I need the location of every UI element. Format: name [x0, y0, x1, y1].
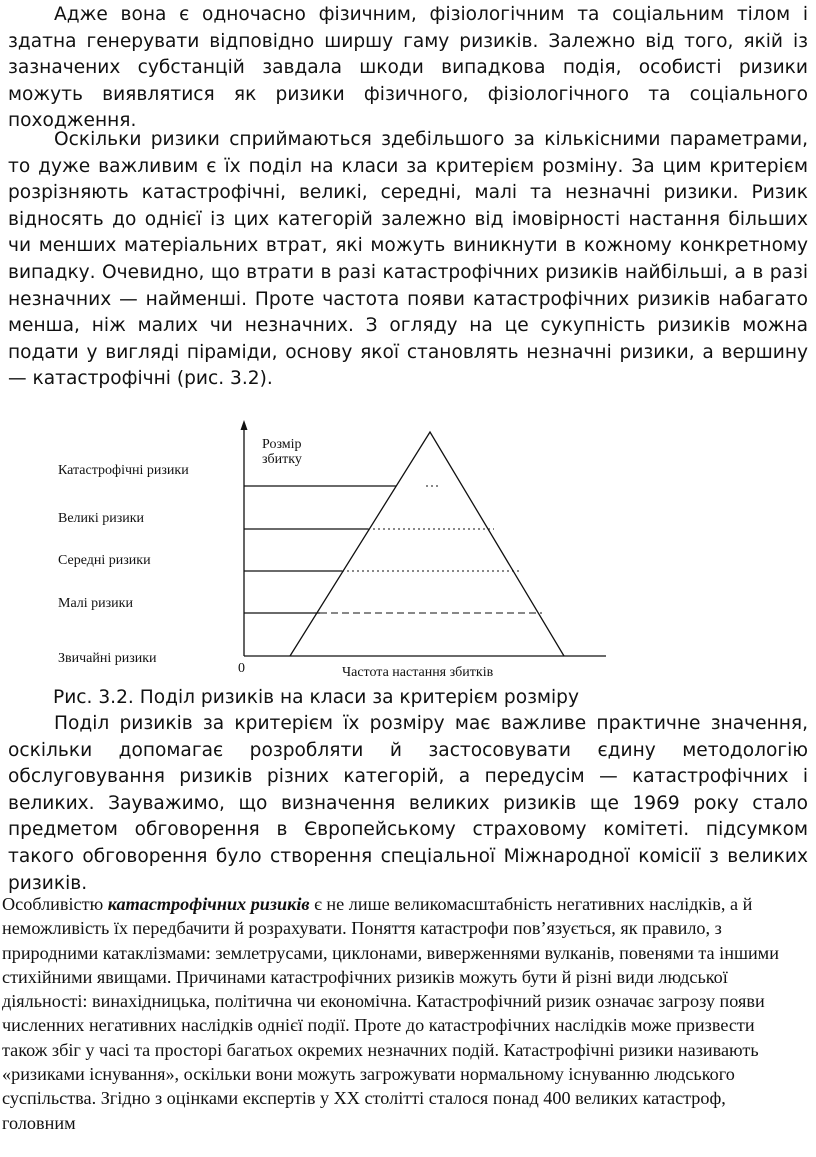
level-label-small: Малі ризики	[58, 596, 133, 611]
figure-caption: Рис. 3.2. Поділ ризиків на класи за критерієм розміру	[53, 687, 579, 708]
paragraph-4	[0, 892, 782, 1135]
paragraph-4-lead: Особливістю	[2, 894, 108, 914]
paragraph-3: Поділ ризиків за критерієм їх розміру має важливе практичне значення, оскільки допомагає розробляти й застосовувати єдину методологію обслуговування ризиків різних категорій, а передусім — катастрофічних і великих. Зауважимо, що визначення великих ризиків ще 1969 року стало предметом обговорення в Європейському страховому комітеті. підсумком такого обговорення було створення спеціальної Міжнародної комісії з великих ризиків.	[8, 713, 808, 894]
paragraph-4-emphasis: катастрофічних ризиків	[107, 894, 310, 914]
level-label-ordinary: Звичайні ризики	[58, 651, 157, 666]
y-axis-label: Розмір збитку	[262, 437, 302, 467]
paragraph-4-body: є не лише великомасштабність негативних наслідків, а й неможливість їх передбачити й розрахувати. Поняття катастрофи пов’язується, як правило, з природними катаклізмами: землетрусами, циклонами, виверженнями вулканів, повенями та іншими стихійними явищами. Причинами катастрофічних ризиків можуть бути й різні види людської діяльності: винахідницька, політична чи економічна. Катастрофічний ризик означає загрозу появи численних негативних наслідків однієї події. Проте до катастрофічних наслідків може призвести також збіг у часі та просторі багатьох окремих незначних подій. Катастрофічні ризики називають «ризиками існування», оскільки вони можуть загрожувати нормальному існуванню людського суспільства. Згідно з оцінками експертів у XX столітті сталося понад 400 великих катастроф, головним	[2, 894, 779, 1133]
pyramid-outline	[290, 432, 564, 656]
y-axis-arrow	[241, 420, 248, 430]
x-axis-label: Частота настання збитків	[342, 665, 494, 680]
origin-label: 0	[238, 661, 245, 676]
level-label-catastrophic: Катастрофічні ризики	[58, 463, 189, 478]
risk-pyramid-figure	[50, 418, 610, 686]
risk-pyramid-diagram	[50, 418, 610, 686]
level-label-medium: Середні ризики	[58, 553, 151, 568]
level-label-large: Великі ризики	[58, 511, 145, 526]
paragraph-1: Адже вона є одночасно фізичним, фізіологічним та соціальним тілом і здатна генерувати відповідно ширшу гаму ризиків. Залежно від того, якій із зазначених субстанцій завдала шкоди випадкова подія, особисті ризики можуть виявлятися як ризики фізичного, фізіологічного та соціального походження.	[8, 4, 808, 132]
paragraph-2: Оскільки ризики сприймаються здебільшого за кількісними параметрами, то дуже важливим є їх поділ на класи за критерієм розміну. За цим критерієм розрізняють катастрофічні, великі, середні, малі та незначні ризики. Ризик відносять до однієї із цих категорій залежно від імовірності настання більших чи менших матеріальних втрат, які можуть виникнути в кожному конкретному випадку. Очевидно, що втрати в разі катастрофічних ризиків найбільші, а в разі незначних — найменші. Проте частота появи катастрофічних ризиків набагато менша, ніж малих чи незначних. З огляду на це сукупність ризиків можна подати у вигляді піраміди, основу якої становлять незначні ризики, а вершину — катастрофічні (рис. 3.2).	[8, 129, 808, 390]
